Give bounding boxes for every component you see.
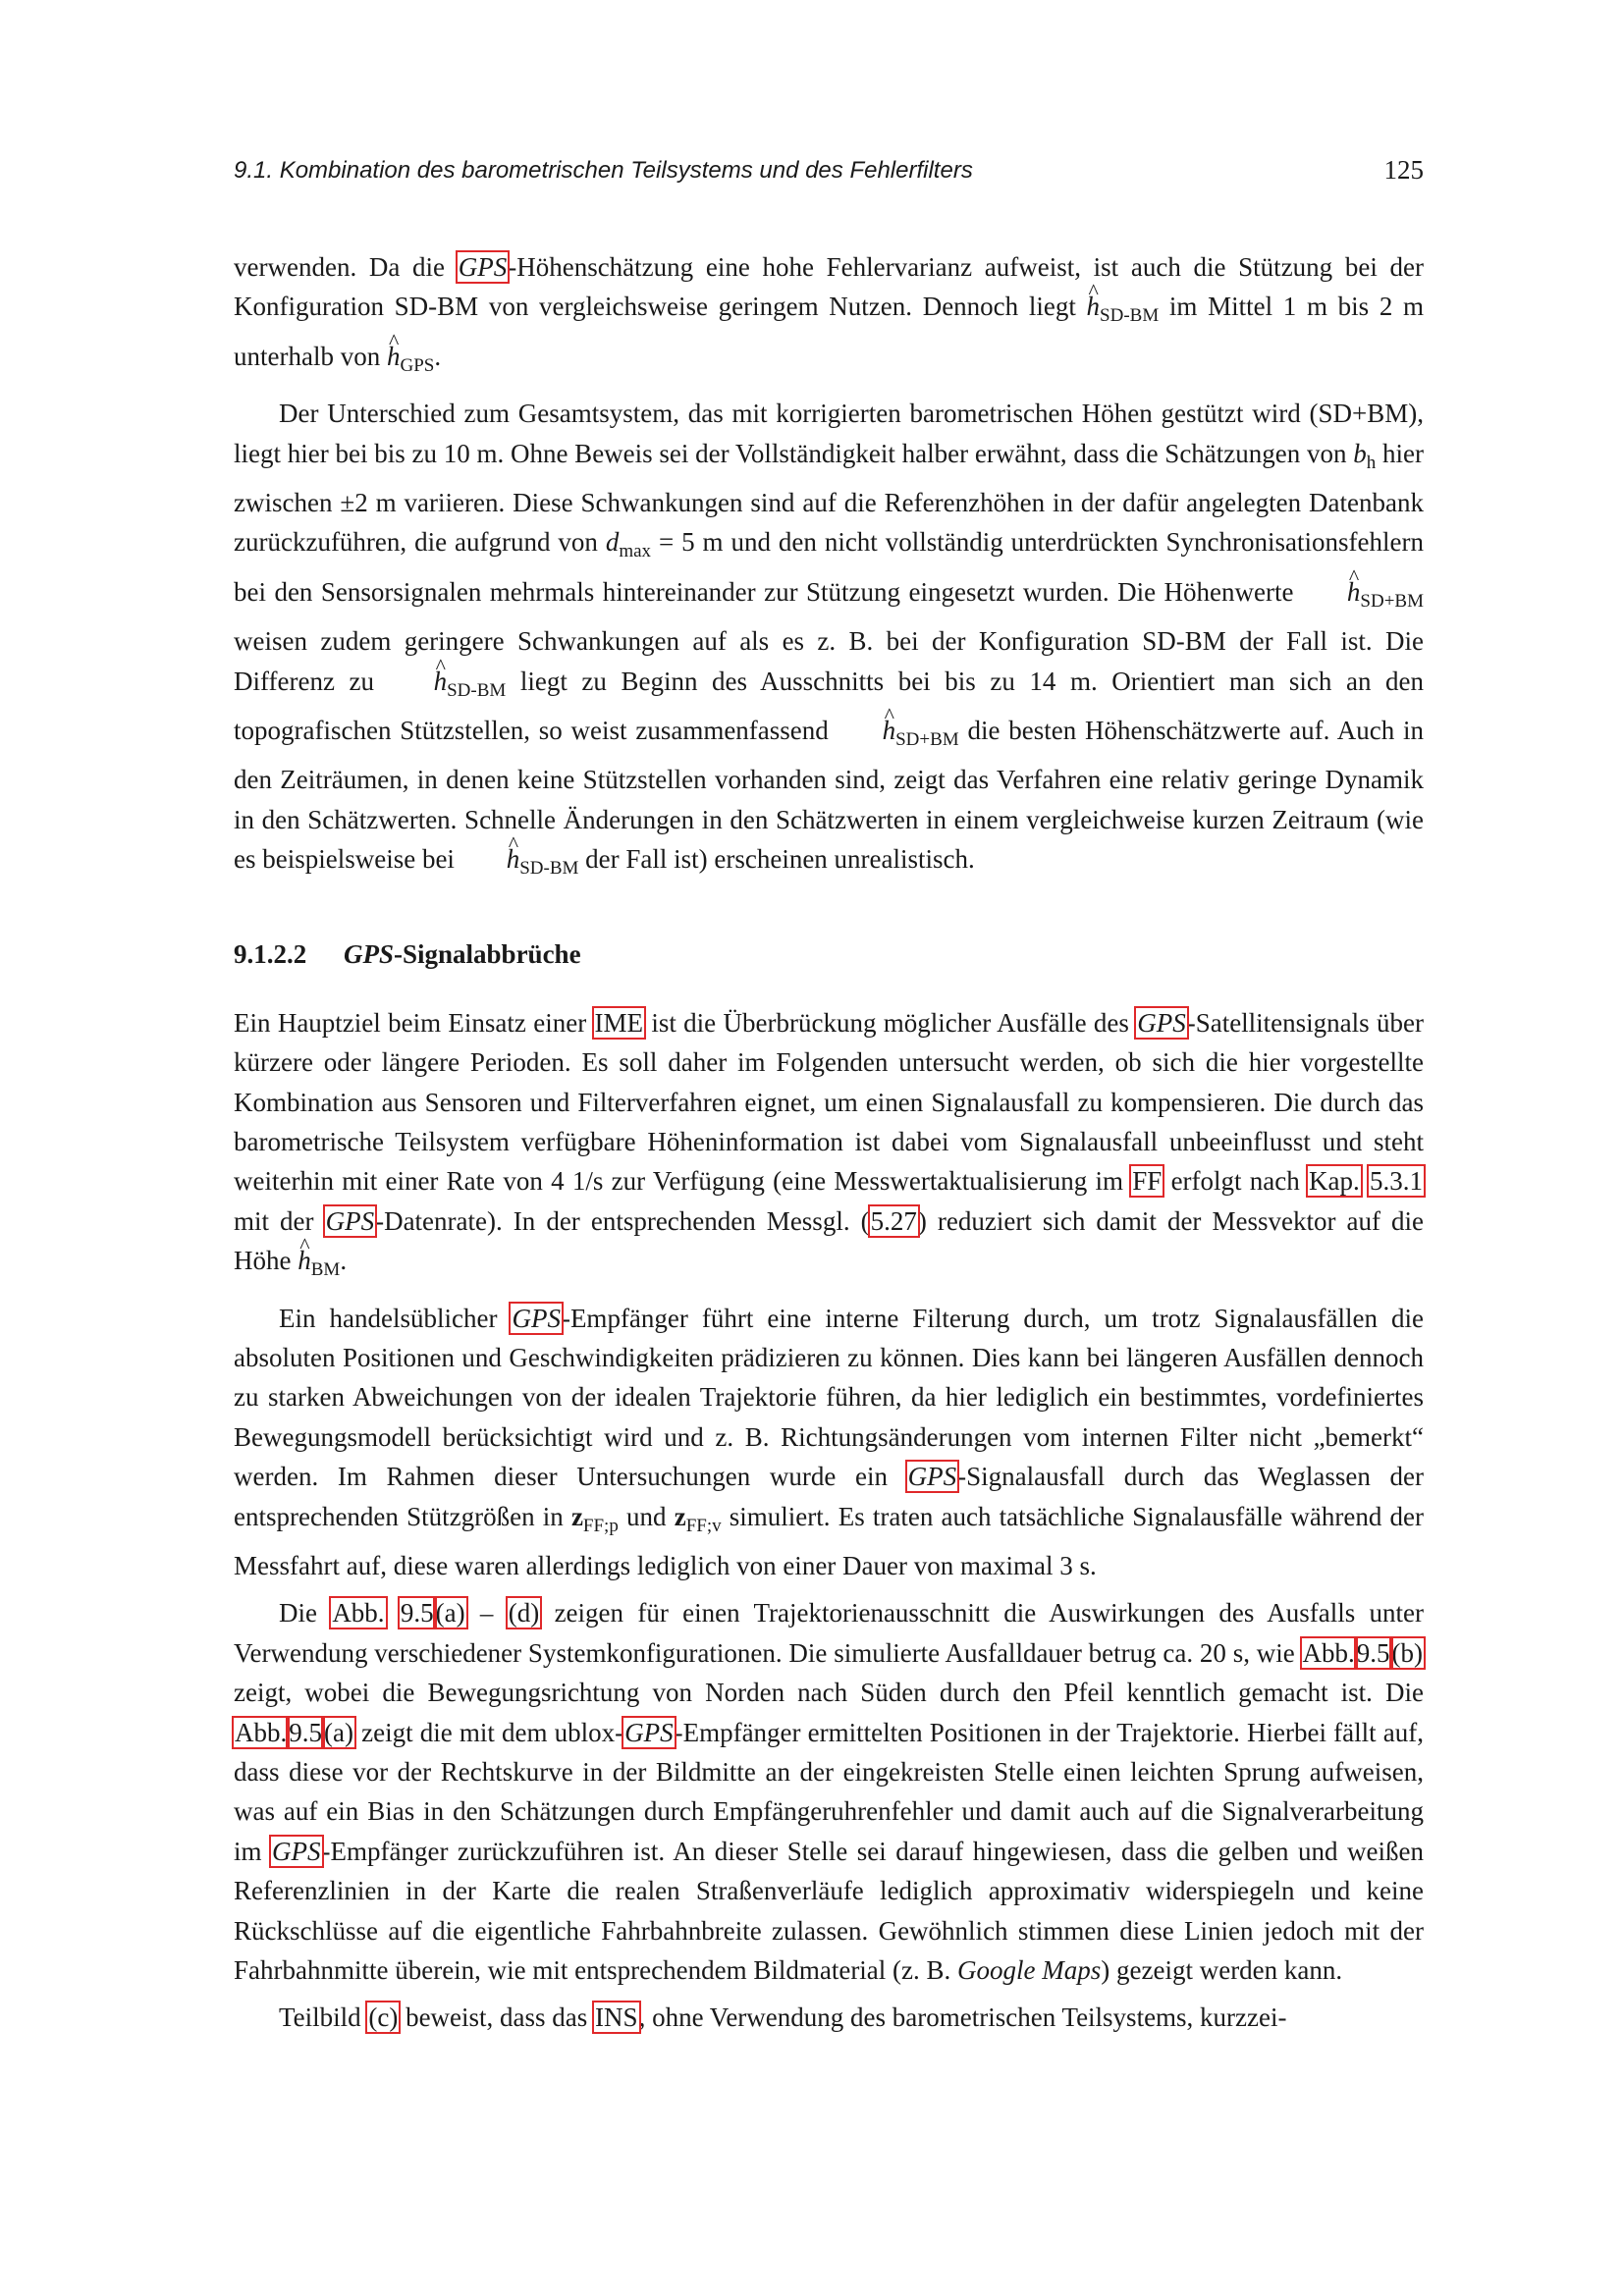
section-heading (234, 934, 1424, 974)
text: verwenden. Da die (234, 252, 458, 282)
figure-ref-link[interactable]: Abb. (235, 1717, 288, 1747)
equation-ref-link[interactable]: 5.27 (870, 1205, 917, 1236)
gps-link[interactable]: GPS (272, 1836, 321, 1866)
page-number: 125 (1383, 155, 1424, 185)
gps-link[interactable]: GPS (624, 1717, 674, 1747)
text: – (465, 1598, 508, 1629)
text: -Datenrate). In der entsprechenden Messgl. ( (375, 1205, 870, 1236)
text: zeigen für einen Trajektorienausschnitt die Auswirkungen des Ausfalls unter Verwendung verschiedener Systemkonfigurationen. Die simulierte Ausfalldauer betrug ca. 20 s, wie (234, 1598, 1425, 1668)
math-vector: z (570, 1501, 583, 1531)
emphasis: Google Maps (957, 1955, 1102, 1986)
math-h-hat: ^ h (387, 337, 401, 376)
text: Teilbild (279, 2002, 368, 2033)
text: ) reduziert sich damit der Messvektor auf die Höhe (234, 1205, 1425, 1276)
math-var: d (605, 527, 620, 558)
math-h-hat: ^ h (461, 839, 520, 879)
subfigure-ref-link[interactable]: (a) (435, 1598, 465, 1629)
text: zeigt, wobei die Bewegungsrichtung von Norden nach Süden durch den Pfeil kenntlich gemacht ist. Die (234, 1678, 1424, 1708)
section-title: -Signalabbrüche (394, 938, 581, 969)
paragraph (234, 1299, 1424, 1586)
text: zeigt die mit dem ublox- (353, 1717, 624, 1747)
text: im Mittel 1 m bis 2 m unterhalb von (234, 292, 1424, 371)
text: und (618, 1501, 675, 1531)
text: -Satellitensignals über kürzere oder längere Perioden. Es soll daher im Folgenden untersucht werden, ob sich die hier vorgestellte Kombination aus Sensoren und Filterverfahren eignet, um einen Signalausfall zu kompensieren. Die durch das barometrische Teilsystem verfügbare Höheninformation ist dabei vom Signalausfall unbeeinflusst und steht weiterhin mit einer Rate von 4 (234, 1007, 1424, 1197)
text: ist die Überbrückung möglicher Ausfälle des (644, 1007, 1137, 1038)
subfigure-ref-link[interactable]: (d) (508, 1598, 540, 1629)
math-h-hat: ^ h (1302, 572, 1361, 612)
chapter-ref-link[interactable]: Kap. (1309, 1166, 1360, 1197)
text: = 5 m und den nicht vollständig unterdrückten Synchronisationsfehlern bei den Sensorsignalen mehrmals hintereinander zur Stützung eingesetzt wurden. Die Höhenwerte (234, 527, 1424, 607)
ff-link[interactable]: FF (1132, 1166, 1163, 1197)
math-var: b (1353, 438, 1367, 468)
gps-link[interactable]: GPS (1137, 1007, 1186, 1038)
text: liegt zu Beginn des Ausschnitts bei bis zu 14 m. Orientiert man sich an den topografischen Stützstellen, so weist zusammenfassend (234, 666, 1425, 746)
math-subscript: GPS (400, 354, 435, 376)
text: hier zwischen ±2 m variieren. Diese Schwankungen sind auf die Referenzhöhen in der dafür angelegten Datenbank zurückzuführen, die aufgrund von (234, 438, 1424, 558)
text: . (434, 341, 442, 371)
math-subscript: SD-BM (447, 679, 507, 701)
paragraph (234, 1003, 1424, 1291)
math-subscript: h (1366, 452, 1377, 473)
figure-ref-link[interactable]: 9.5 (400, 1598, 434, 1629)
section-title-italic: GPS (344, 938, 395, 969)
math-h-hat: ^ h (389, 662, 448, 701)
text: -Höhenschätzung eine hohe Fehlervarianz aufweist, ist auch die Stützung bei der Konfiguration SD-BM von vergleichsweise geringem Nutzen. Dennoch liegt (234, 252, 1424, 322)
math-h-hat: ^ h (298, 1241, 311, 1280)
text: Ein Hauptziel beim Einsatz einer (234, 1007, 594, 1038)
math-subscript: SD+BM (1360, 590, 1424, 612)
math-fraction: 1/s (571, 1166, 604, 1197)
text: ) gezeigt werden kann. (1101, 1955, 1343, 1986)
main-text (234, 247, 1424, 2046)
text: der Fall ist) erscheinen unrealistisch. (578, 844, 975, 875)
gps-link[interactable]: GPS (907, 1462, 957, 1492)
text: simuliert. Es traten auch tatsächliche Signalausfälle während der Messfahrt auf, diese waren allerdings lediglich von einer Dauer von maximal 3 s. (234, 1501, 1425, 1580)
figure-ref-link[interactable]: 9.5 (1356, 1637, 1390, 1668)
text: weisen zudem geringere Schwankungen auf als es z. B. bei der Konfiguration SD-BM der Fall ist. Die Differenz zu (234, 626, 1424, 696)
figure-ref-link[interactable]: Abb. (332, 1598, 385, 1629)
math-subscript: FF;v (685, 1515, 722, 1536)
paragraph (234, 1593, 1424, 1990)
text: Ein handelsüblicher (279, 1303, 512, 1333)
gps-link[interactable]: GPS (325, 1205, 375, 1236)
text: -Empfänger ermittelten Positionen in der Trajektorie. Hierbei fällt auf, dass diese vor der Rechtskurve in der Bildmitte an der eingekreisten Stelle einen leichten Sprung aufweisen, was auf ein Bias in den Schätzungen durch Empfängeruhrenfehler und damit auch auf die Signalverarbeitung im (234, 1717, 1424, 1866)
math-subscript: FF;p (582, 1515, 619, 1536)
text: Die (279, 1598, 332, 1629)
text: -Empfänger zurückzuführen ist. An dieser Stelle sei darauf hingewiesen, dass die gelben und weißen Referenzlinien in der Karte die realen Straßenverläufe lediglich approximativ widerspiegeln und keine Rückschlüsse auf die eigentliche Fahrbahnbreite zulassen. Gewöhnlich stimmen diese Linien jedoch mit der Fahrbahnmitte überein, wie mit entsprechendem Bildmaterial (z. B. (234, 1836, 1424, 1986)
paragraph (234, 394, 1424, 888)
math-h-hat: ^ h (1087, 287, 1101, 326)
math-subscript: SD+BM (895, 729, 959, 751)
text: die besten Höhenschätzwerte auf. Auch in den Zeiträumen, in denen keine Stützstellen vorhanden sind, zeigt das Verfahren eine relativ geringe Dynamik in den Schätzwerten. Schnelle Änderungen in den Schätzwerten in einem vergleichweise kurzen Zeitraum (wie es beispielsweise bei (234, 716, 1424, 875)
math-subscript: SD-BM (519, 858, 579, 880)
text (1361, 1166, 1369, 1196)
text: , ohne Verwendung des barometrischen Teilsystems, kurzzei- (638, 2002, 1287, 2033)
math-vector: z (674, 1501, 686, 1531)
subfigure-ref-link[interactable]: (c) (368, 2002, 399, 2033)
ins-link[interactable]: INS (595, 2002, 638, 2033)
paragraph (234, 247, 1424, 386)
math-subscript: BM (310, 1259, 341, 1281)
chapter-title: 9.1. Kombination des barometrischen Teilsystems und des Fehlerfilters (234, 157, 973, 184)
figure-ref-link[interactable]: 9.5 (289, 1717, 322, 1747)
text: erfolgt nach (1163, 1166, 1309, 1197)
gps-link[interactable]: GPS (458, 252, 508, 282)
math-h-hat: ^ h (838, 711, 896, 750)
text: beweist, dass das (399, 2002, 595, 2033)
figure-ref-link[interactable]: Abb. (1302, 1637, 1355, 1668)
running-header (234, 157, 1424, 192)
subfigure-ref-link[interactable]: (b) (1391, 1637, 1423, 1668)
gps-link[interactable]: GPS (512, 1303, 561, 1333)
paragraph (234, 1998, 1424, 2037)
text: . (340, 1246, 348, 1276)
text: mit der (234, 1205, 325, 1236)
text: Der Unterschied zum Gesamtsystem, das mit korrigierten barometrischen Höhen gestützt wird (SD+BM), liegt hier bei bis zu 10 m. Ohne Beweis sei der Vollständigkeit halber erwähnt, dass die Schätzungen von (234, 399, 1424, 468)
text: -Empfänger führt eine interne Filterung durch, um trotz Signalausfällen die absoluten Positionen und Geschwindigkeiten prädizieren zu können. Dies kann bei längeren Ausfällen dennoch zu starken Abweichungen von der idealen Trajektorie führen, da hier lediglich ein bestimmtes, vordefiniertes Bewegungsmodell berücksichtigt wird und z. B. Richtungsänderungen vom internen Filter nicht „bemerkt“ werden. Im Rahmen dieser Untersuchungen wurde ein (234, 1303, 1424, 1492)
math-subscript: max (619, 541, 652, 562)
subfigure-ref-link[interactable]: (a) (324, 1717, 353, 1747)
text: zur Verfügung (eine Messwertaktualisierung im (603, 1166, 1132, 1197)
section-number: 9.1.2.2 (234, 938, 307, 969)
ime-link[interactable]: IME (594, 1007, 644, 1038)
math-subscript: SD-BM (1100, 305, 1160, 327)
text: -Signalausfall durch das Weglassen der entsprechenden Stützgrößen in (234, 1462, 1424, 1531)
section-ref-link[interactable]: 5.3.1 (1370, 1166, 1423, 1197)
